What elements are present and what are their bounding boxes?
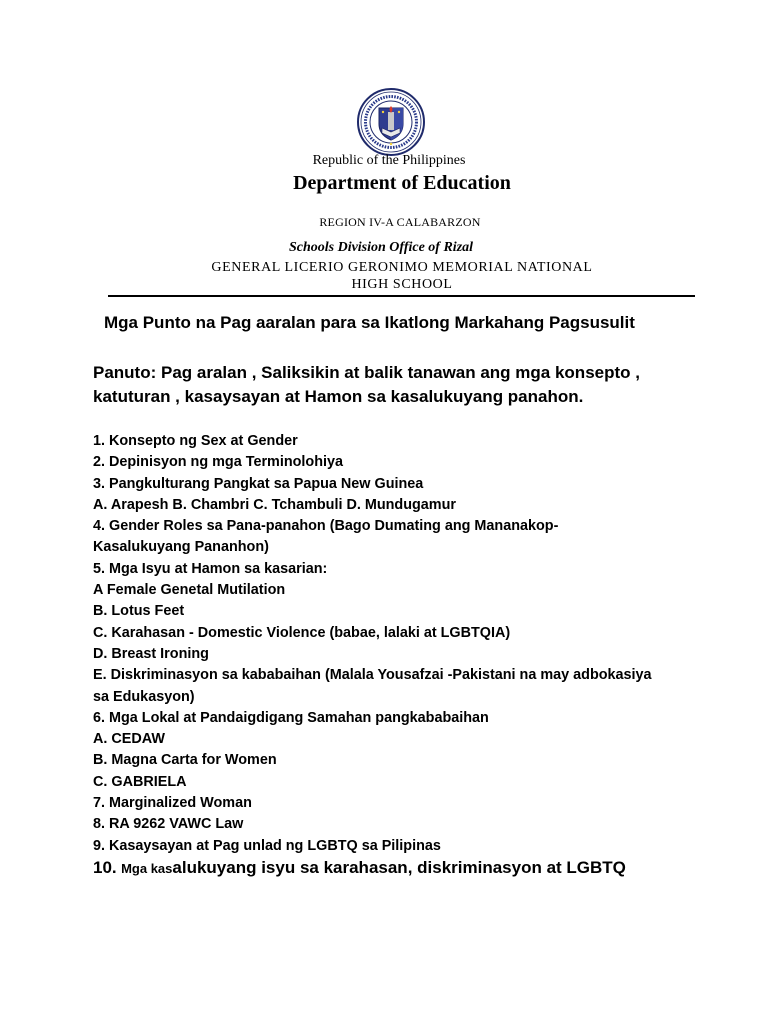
list-item: 9. Kasaysayan at Pag unlad ng LGBTQ sa Pilipinas (93, 837, 441, 854)
school-name-line-1: GENERAL LICERIO GERONIMO MEMORIAL NATIONAL (211, 260, 593, 275)
list-item: 5. Mga Isyu at Hamon sa kasarian: (93, 560, 328, 577)
region-label: REGION IV-A CALABARZON (319, 215, 481, 229)
list-item: B. Lotus Feet (93, 603, 185, 620)
list-item: 7. Marginalized Woman (93, 795, 252, 812)
list-item: 3. Pangkulturang Pangkat sa Papua New Guinea (93, 475, 424, 492)
list-item: C. GABRIELA (93, 773, 187, 790)
topics-list (93, 431, 653, 857)
list-item: A. CEDAW (93, 731, 165, 748)
list-item: 8. RA 9262 VAWC Law (93, 816, 244, 833)
list-item: D. Breast Ironing (93, 645, 209, 662)
list-item: E. Diskriminasyon sa kababaihan (Malala Yousafzai -Pakistani na may adbokasiya sa Edukasyon) (93, 667, 652, 705)
list-item: A. Arapesh B. Chambri C. Tchambuli D. Mundugamur (93, 496, 456, 513)
republic-label: Republic of the Philippines (312, 153, 466, 168)
list-item: A Female Genetal Mutilation (93, 582, 286, 599)
division-label: Schools Division Office of Rizal (288, 240, 474, 255)
page-heading: Mga Punto na Pag aaralan para sa Ikatlong Markahang Pagsusulit (104, 313, 635, 332)
last-list-item (93, 858, 626, 878)
instructions-paragraph: Panuto: Pag aralan , Saliksikin at balik tanawan ang mga konsepto , katuturan , kasaysayan at Hamon sa kasalukuyang panahon. (93, 363, 640, 406)
department-title: Department of Education (293, 172, 511, 194)
last-item-text-small: Mga kas (121, 861, 173, 876)
last-item-text-large: alukuyang isyu sa karahasan, diskriminasyon at LGBTQ (172, 858, 626, 877)
list-item: 4. Gender Roles sa Pana-panahon (Bago Dumating ang Mananakop-Kasalukuyang Pananhon) (93, 518, 559, 556)
deped-seal-icon (357, 88, 425, 156)
list-item: 1. Konsepto ng Sex at Gender (93, 433, 298, 449)
list-item: 6. Mga Lokal at Pandaigdigang Samahan pangkababaihan (93, 709, 489, 726)
header-divider (108, 295, 695, 297)
list-item: B. Magna Carta for Women (93, 752, 277, 769)
list-item: C. Karahasan - Domestic Violence (babae, lalaki at LGBTQIA) (93, 624, 511, 641)
list-item: 2. Depinisyon ng mga Terminolohiya (93, 454, 344, 471)
school-name-line-2: HIGH SCHOOL (351, 277, 453, 292)
last-item-number: 10. (93, 858, 117, 877)
